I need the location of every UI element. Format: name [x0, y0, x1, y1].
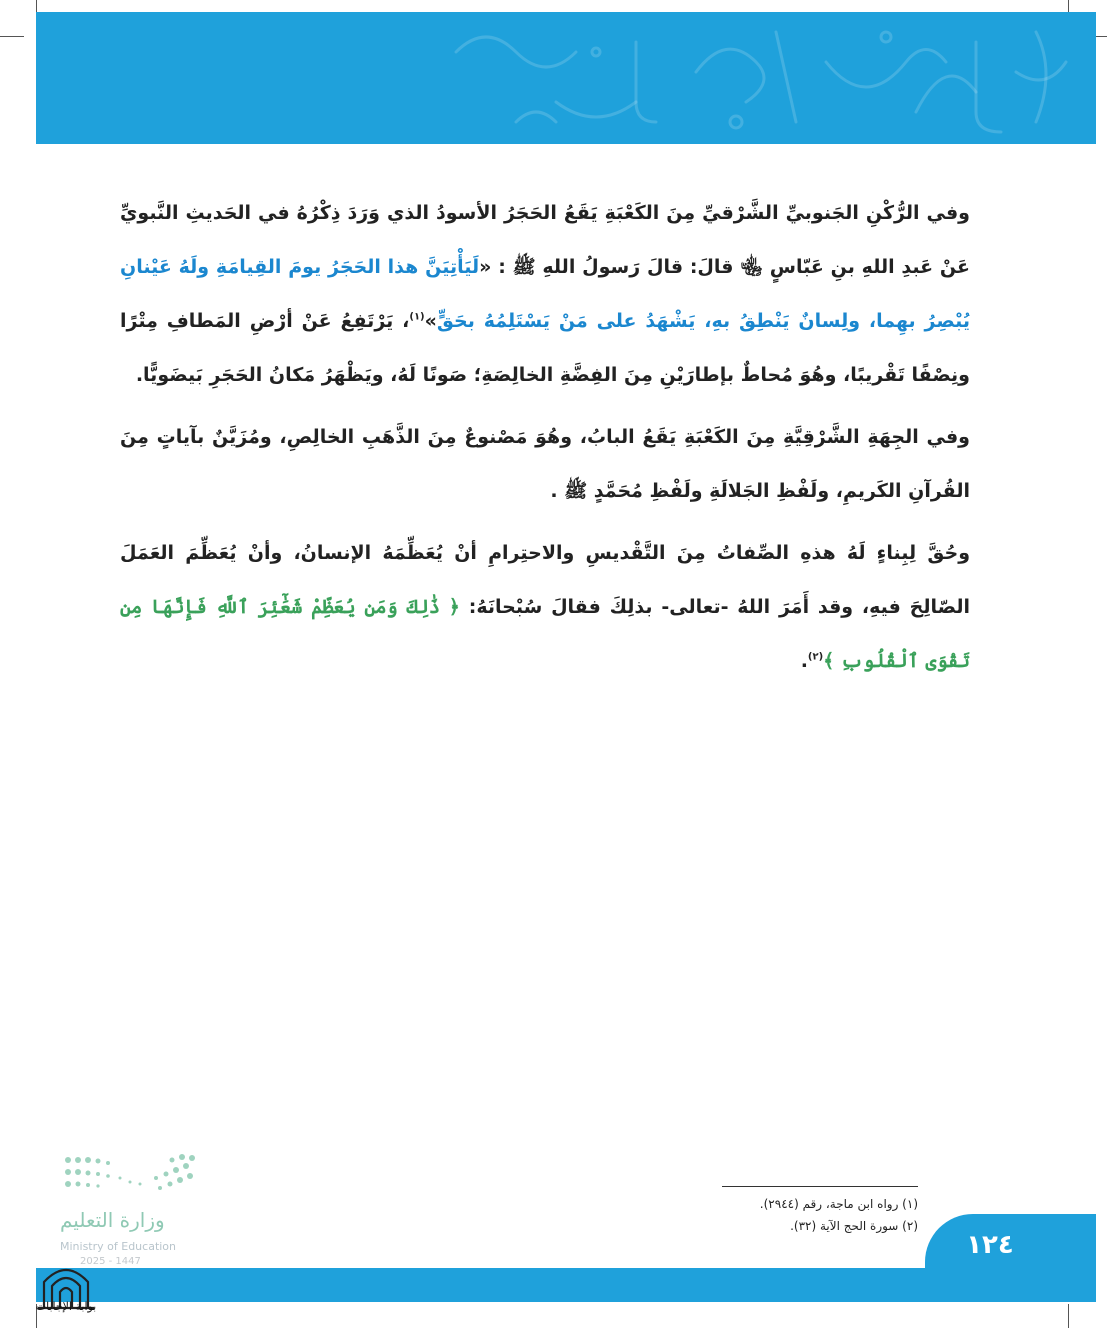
crop-mark [36, 0, 37, 12]
paragraph-text: وفي الجِهَةِ الشَّرْقِيَّةِ مِنَ الكَعْبَةِ يَقَعُ البابُ، وهُوَ مَصْنوعٌ مِنَ الذَّهَبِ الخالِصِ، ومُزَيَّنٌ بآياتٍ مِنَ القُرآنِ الكَريمِ، ولَفْظِ الجَلالَةِ ولَفْظِ مُحَمَّدٍ ﷺ . [120, 426, 970, 502]
lesson-content [120, 186, 970, 696]
footnote-ref[interactable]: (١) [409, 311, 425, 323]
paragraph-text: . [800, 650, 808, 672]
footnote-item: (١) رواه ابن ماجة، رقم (٢٩٤٤). [759, 1197, 918, 1211]
paragraph-kaaba-door [120, 410, 970, 518]
crop-mark [1068, 0, 1069, 12]
paragraph-text: ، يَرْتَفِعُ عَنْ أرْضِ المَطافِ مِتْرًا ونِصْفًا تَقْريبًا، وهُوَ مُحاطٌ بإطارَيْنِ مِنَ الفِضَّةِ الخالِصَةِ؛ صَونًا لَهُ، ويَظْهَرُ مَكانُ الحَجَرِ بَيضَويًّا. [120, 310, 970, 386]
footnote-item: (٢) سورة الحج الآية (٣٢). [790, 1219, 918, 1233]
paragraph-reverence [120, 526, 970, 688]
footer-band [36, 1268, 1096, 1302]
ministry-name-english: Ministry of Education [60, 1240, 177, 1253]
footnotes [722, 1186, 918, 1237]
paragraph-text: وفي الرُّكْنِ الجَنوبيِّ الشَّرْقيِّ مِنَ الكَعْبَةِ يَقَعُ الحَجَرُ الأسودُ الذي وَرَدَ ذِكْرُهُ في الحَديثِ النَّبويِّ عَنْ عَبدِ اللهِ بنِ عَبّاسٍ ﵄ قالَ: قالَ رَسولُ اللهِ ﷺ : « [120, 202, 970, 278]
footnote-ref[interactable]: (٢) [807, 651, 824, 663]
header-band [36, 12, 1096, 144]
ministry-logo-dots-icon [60, 1152, 200, 1200]
edition-year: 2025 - 1447 [80, 1256, 141, 1267]
ministry-name-arabic: وزارة التعليم [60, 1208, 165, 1232]
page-number: ١٢٤ [966, 1230, 1014, 1260]
paragraph-text: وحُقَّ لِبِناءٍ لَهُ هذهِ الصِّفاتُ مِنَ التَّقْديسِ والاحتِرامِ أنْ يُعَظِّمَهُ الإنسانُ، وأنْ يُعَظِّمَ العَمَلَ الصّالِحَ فيهِ، وقد أَمَرَ اللهُ -تعالى- بذلِكَ فقالَ سُبْحانَهُ: [120, 542, 970, 618]
hadith-quote: لَيَأْتِيَنَّ هذا الحَجَرُ يومَ القِيامَةِ ولَهُ عَيْنانِ يُبْصِرُ بهِما، ولِسانٌ يَنْطِقُ بهِ، يَشْهَدُ على مَنْ يَسْتَلِمُهُ بحَقٍّ [120, 256, 970, 332]
paragraph-black-stone [120, 186, 970, 402]
quran-verse: ﴿ ذَٰلِكَ وَمَن يُعَظِّمْ شَعَٰٓئِرَ ٱللَّهِ فَإِنَّهَا مِن تَقْوَى ٱلْقُلُوبِ ﴾ [120, 596, 970, 672]
quote-mark: » [424, 310, 437, 332]
crop-mark [0, 36, 24, 37]
watermark-text: بوابة الإجابات [35, 1300, 97, 1313]
crop-mark [1068, 1304, 1069, 1328]
header-pattern [36, 12, 1096, 144]
